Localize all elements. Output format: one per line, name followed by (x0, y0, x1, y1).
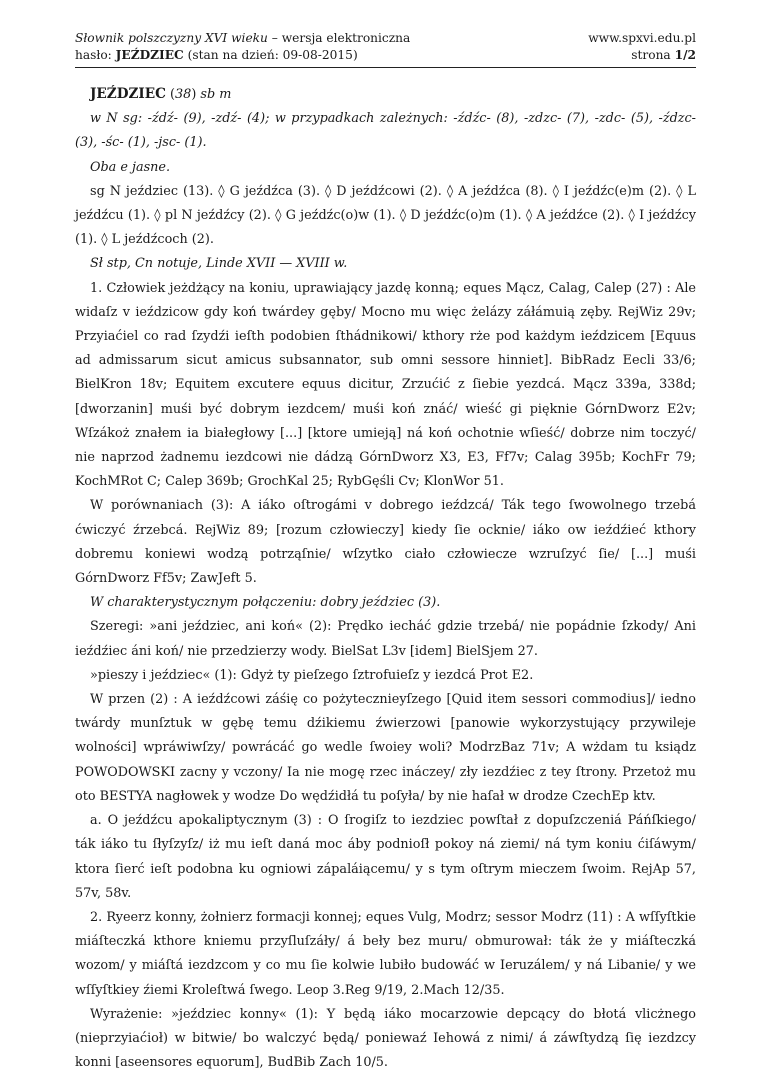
series-1-paragraph: Szeregi: »ani jeździec, ani koń« (2): Prędko iecháć gdzie trzebá/ nie popádnie ſzkody/ Ani ieźdźiec áni koń/ nie przedzierzy wody. BielSat L3v [idem] BielSjem 27. (75, 619, 696, 659)
vowels-paragraph (75, 156, 696, 180)
header-left (75, 30, 410, 64)
haslo-date: (stan na dzień: 09-08-2015) (183, 48, 358, 62)
dictionary-subtitle: – wersja elektroniczna (267, 31, 411, 45)
sources-text: Sł stp, Cn notuje, Linde XVII — XVIII w. (90, 256, 348, 272)
haslo-label: hasło: (75, 48, 116, 62)
page-number: 1 (674, 48, 684, 62)
page-header (75, 30, 696, 70)
page-total: /2 (683, 48, 696, 62)
sub-sense-a-paragraph: a. O jeźdźcu apokaliptycznym (3) : O ſrogiſz to iezdziec powſtał z dopuſzczeniá Páńſkiego/ ták iáko tu ſłyſzyſz/ iż mu ieſt daná moc áby podnioſł pokoy ná ziemi/ ná tym koniu ćiſáwym/ ktora ſierć ieſt podobna ku ogniowi zápaláiącemu/ y s tym oſtrym mieczem ſwoim. RejAp 57, 57v, 58v. (75, 813, 696, 901)
entry-headline: JEŹDZIEC (38) sb m (90, 86, 232, 102)
site-link[interactable]: www.spxvi.edu.pl (588, 31, 696, 45)
part-of-speech: sb m (200, 87, 232, 102)
series-2-paragraph: »pieszy i jeździec« (1): Gdyż ty pieſzego ſztrofuieſz y iezdcá Prot E2. (90, 667, 534, 683)
collocation-text: W charakterystycznym połączeniu: dobry jeździec (3). (90, 595, 441, 611)
page-counter (588, 47, 696, 64)
entry-body (75, 82, 696, 1075)
collocation-paragraph (75, 591, 696, 615)
figurative-paragraph: W przen (2) : A ieźdźcowi záśię co pożytecznieyſzego [Quid item sessori commodius]/ iedno twárdy munſztuk w gębę temu dźikiemu źwierzowi [panowie wykorzystujący przywileje wolności] wpráwiwſzy/ powrácáć go wedle ſwoiey woli? ModrzBaz 71v; A wżdam tu ksiądz POWODOWSKI zacny y vczony/ Ia nie mogę rzec ináczey/ zły iezdźiec z tey ſtrony. Przetoż mu oto BESTYA nagłowek y wodze Do wędźidłá tu poſyła/ by nie haſał w drodze CzechEp ktv. (75, 692, 696, 804)
expression-paragraph: Wyrażenie: »jeździec konny« (1): Y będą iáko mocarzowie depcący do błotá vlicżnego (nieprzyiaćioł) w bitwie/ bo walczyć będą/ poniewaź Iehowá z nimi/ á záwſtydzą ſię iezdzcy konni [aseensores equorum], BudBib Zach 10/5. (75, 1006, 696, 1071)
forms-paragraph (75, 107, 696, 155)
dictionary-title-line (75, 30, 410, 47)
sense-2-paragraph: 2. Ryeerz konny, żołnierz formacji konnej; eques Vulg, Modrz; sessor Modrz (11) : A wſſyſtkie miáſteczká kthore kniemu przyſluſzáły/ á beły bez muru/ obmurował: ták że y miáſteczká wozom/ y miáſtá iezdzcom y co mu ſie kolwie lubiło budowáć w Ieruzálem/ y ná Libanie/ y we wſſyſtkiey źiemi Kroleſtwá ſwego. Leop 3.Reg 9/19, 2.Mach 12/35. (75, 909, 696, 998)
comparisons-paragraph: W porównaniach (3): A iáko oſtrogámi v dobrego ieźdzcá/ Ták tego ſwowolnego trzebá ćwiczyć źrzebcá. RejWiz 89; [rozum człowieczy] kiedy ſie ocknie/ iáko ow ieźdźieć kthory dobremu koniewi wodzą potrząſnie/ wſzytko ciało człowiecze wzruſzyć ſie/ [...] muśi GórnDworz Ff5v; ZawJeft 5. (75, 498, 696, 587)
haslo-word: JEŹDZIEC (115, 48, 184, 62)
vowels-text: Oba e jasne. (90, 159, 171, 175)
sources-paragraph (75, 252, 696, 276)
forms-text: w N sg: -źdź- (9), -zdź- (4); w przypadkach zależnych: -źdźc- (8), -zdzc- (7), -zdc- (5), -źdzc- (3), -śc- (1), -jsc- (1). (75, 111, 696, 151)
header-right (588, 30, 696, 64)
header-divider (75, 67, 696, 68)
headword-count: 38 (175, 87, 192, 102)
flexion-paragraph: sg N jeździec (13). ◊ G jeźdźca (3). ◊ D jeźdźcowi (2). ◊ A jeźdźca (8). ◊ I jeźdźc(e)m (2). ◊ L jeźdźcu (1). ◊ pl N jeźdźcy (2). ◊ G jeźdźc(o)w (1). ◊ D jeźdźc(o)m (1). ◊ A jeźdźce (2). ◊ I jeźdźcy (1). ◊ L jeźdźcoch (2). (75, 183, 696, 248)
entry-status-line (75, 47, 410, 64)
page-label: strona (631, 48, 675, 62)
dictionary-title: Słownik polszczyzny XVI wieku (75, 31, 268, 45)
headword: JEŹDZIEC (90, 86, 166, 102)
sense-1-paragraph: 1. Człowiek jeżdżący na koniu, uprawiający jazdę konną; eques Mącz, Calag, Calep (27) : Ale widaſz v ieździcow gdy koń twárdey gęby/ Mocno mu więc żelázy záłámuią zęby. RejWiz 29v; Przyiaćiel co rad ſzydźi ieſth podobien ſthádnikowi/ kthory rże pod każdym ieździcem [Equus ad admissarum sicut amicus subsannator, sub omni sessore hinniet]. BibRadz Eecli 33/6; BielKron 18v; Equitem excutere equus dicitur, Zrzućić z ſiebie yezdcá. Mącz 339a, 338d; [dworzanin] muśi być dobrym iezdcem/ muśi koń znáć/ wieść gi pięknie GórnDworz E2v; Wſzákoż znałem ia białegłowy [...] [ktore umieją] ná koń ochotnie wſieść/ dobrze nim toczyć/ nie naprzod żadnemu iezdcowi nie dádzą GórnDworz X3, E3, Ff7v; Calag 395b; KochFr 79; KochMRot C; Calep 369b; GrochKal 25; RybGęśli Cv; KlonWor 51. (75, 280, 696, 490)
